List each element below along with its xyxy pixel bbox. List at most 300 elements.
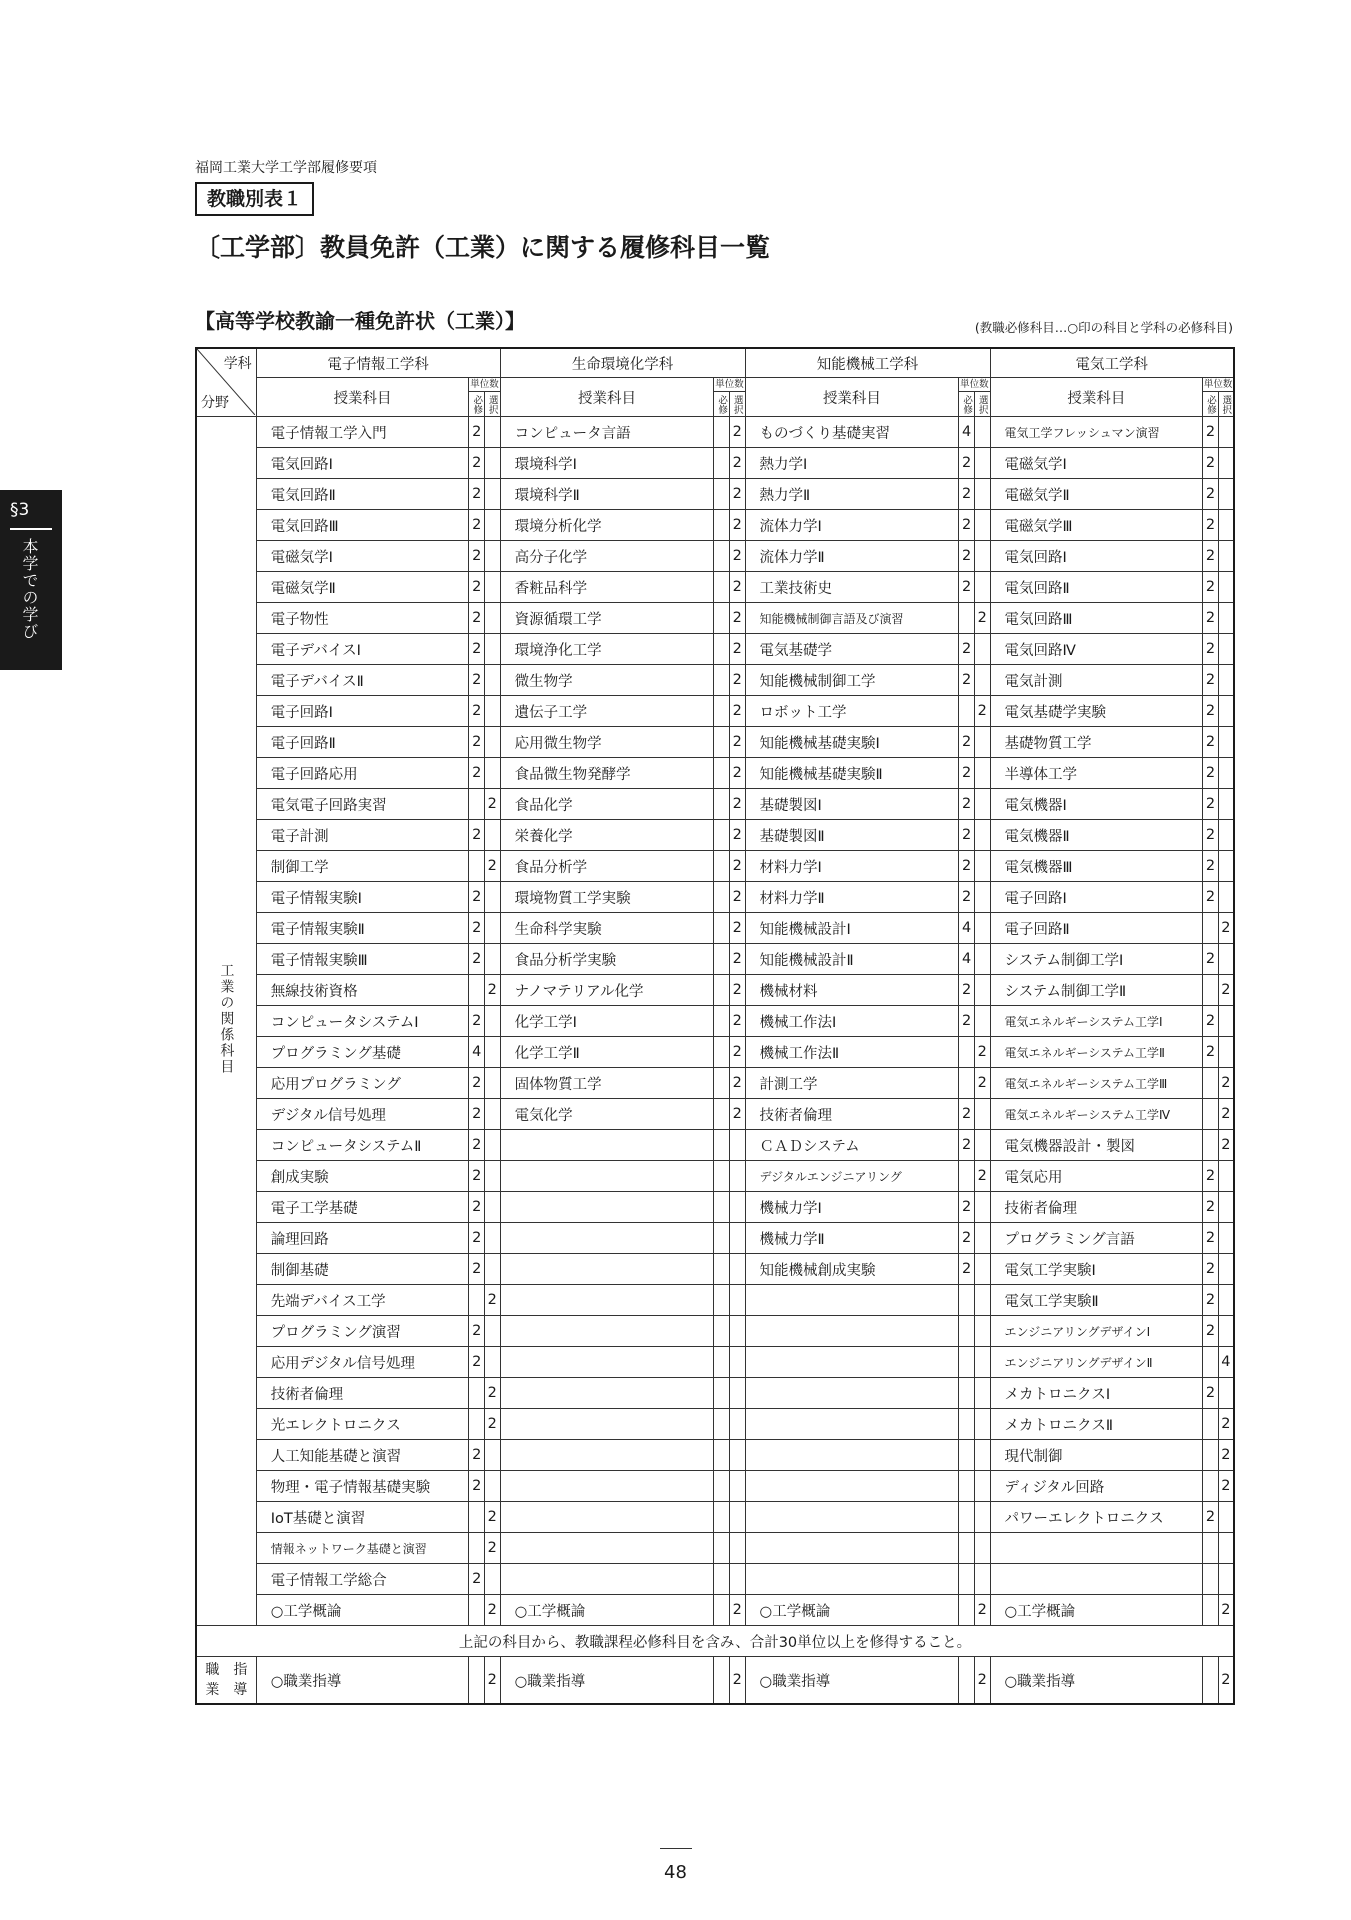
table-row	[196, 1006, 1234, 1037]
required-units-cell: 2	[1203, 603, 1219, 634]
elective-units-cell: 2	[1218, 975, 1234, 1006]
subject-cell: 電子計測	[256, 820, 469, 851]
subject-cell: プログラミング演習	[256, 1316, 469, 1347]
elective-units-cell	[485, 1130, 501, 1161]
required-units-cell: 2	[469, 944, 485, 975]
required-units-cell	[1203, 1471, 1219, 1502]
subject-cell: 環境分析化学	[500, 510, 714, 541]
table-row	[196, 975, 1234, 1006]
table-row	[196, 1130, 1234, 1161]
required-units-cell: 2	[469, 1564, 485, 1595]
elective-units-cell	[1218, 1254, 1234, 1285]
elective-units-cell: 4	[1218, 1347, 1234, 1378]
elective-units-cell	[729, 1285, 745, 1316]
subject-cell: 電子工学基礎	[256, 1192, 469, 1223]
elective-units-cell: 2	[1218, 1409, 1234, 1440]
subject-cell: 生命科学実験	[500, 913, 714, 944]
elective-units-cell	[729, 1378, 745, 1409]
required-units-cell	[959, 1068, 975, 1099]
elective-units-cell	[974, 913, 990, 944]
elective-units-cell: 2	[1218, 1099, 1234, 1130]
subject-cell: 機械力学Ⅰ	[745, 1192, 959, 1223]
subject-cell: 環境浄化工学	[500, 634, 714, 665]
required-units-cell: 2	[1203, 541, 1219, 572]
table-row	[196, 1316, 1234, 1347]
subject-cell: 知能機械制御工学	[745, 665, 959, 696]
subject-cell: 工業技術史	[745, 572, 959, 603]
required-units-cell: 2	[1203, 1161, 1219, 1192]
subject-col-header: 授業科目	[990, 378, 1203, 417]
subject-cell: プログラミング言語	[990, 1223, 1203, 1254]
required-units-cell	[714, 1223, 730, 1254]
table-row	[196, 1285, 1234, 1316]
subject-cell: 技術者倫理	[990, 1192, 1203, 1223]
elective-units-cell	[974, 665, 990, 696]
required-units-cell: 2	[469, 820, 485, 851]
table-row	[196, 913, 1234, 944]
elective-units-cell	[485, 1068, 501, 1099]
table-row	[196, 1099, 1234, 1130]
elective-units-cell: 2	[729, 944, 745, 975]
subject-cell: ○工学概論	[500, 1595, 714, 1626]
subject-cell: 電子情報実験Ⅱ	[256, 913, 469, 944]
subject-cell	[500, 1347, 714, 1378]
required-units-cell: 2	[1203, 510, 1219, 541]
subject-cell: ディジタル回路	[990, 1471, 1203, 1502]
section-side-tab	[0, 490, 62, 670]
elective-units-cell: 2	[1218, 1440, 1234, 1471]
subject-cell: 先端デバイス工学	[256, 1285, 469, 1316]
elective-units-cell: 2	[974, 1657, 990, 1705]
required-units-cell: 2	[469, 634, 485, 665]
elective-units-cell	[1218, 572, 1234, 603]
subject-cell: 電子デバイスⅡ	[256, 665, 469, 696]
elective-units-cell	[974, 1316, 990, 1347]
elective-units-cell	[485, 510, 501, 541]
elective-units-cell	[974, 820, 990, 851]
required-units-cell: 2	[1203, 665, 1219, 696]
required-units-cell: 2	[469, 1471, 485, 1502]
required-units-cell	[1203, 1347, 1219, 1378]
elective-units-cell	[729, 1254, 745, 1285]
elective-units-cell	[729, 1347, 745, 1378]
elective-units-cell: 2	[485, 975, 501, 1006]
elective-units-cell	[1218, 789, 1234, 820]
subject-cell: 技術者倫理	[256, 1378, 469, 1409]
subject-cell: デジタルエンジニアリング	[745, 1161, 959, 1192]
required-units-cell	[1203, 1440, 1219, 1471]
required-units-cell: 2	[469, 882, 485, 913]
subject-cell: 電子物性	[256, 603, 469, 634]
elective-units-cell	[1218, 665, 1234, 696]
required-units-cell	[714, 1006, 730, 1037]
subject-cell: 食品化学	[500, 789, 714, 820]
elective-units-cell: 2	[729, 448, 745, 479]
subject-cell: システム制御工学Ⅰ	[990, 944, 1203, 975]
table-row	[196, 448, 1234, 479]
required-units-cell	[714, 1409, 730, 1440]
required-units-cell	[714, 789, 730, 820]
required-units-cell: 2	[1203, 727, 1219, 758]
required-units-cell	[714, 603, 730, 634]
footnote: 上記の科目から、教職課程必修科目を含み、合計30単位以上を修得すること。	[196, 1626, 1234, 1657]
subject-cell: 物理・電子情報基礎実験	[256, 1471, 469, 1502]
table-row	[196, 1378, 1234, 1409]
subject-cell: エンジニアリングデザインⅠ	[990, 1316, 1203, 1347]
table-row	[196, 634, 1234, 665]
subject-cell: 電磁気学Ⅰ	[256, 541, 469, 572]
table-row	[196, 1068, 1234, 1099]
required-units-cell: 2	[469, 417, 485, 448]
required-units-cell	[959, 1595, 975, 1626]
elective-units-cell	[485, 603, 501, 634]
elective-units-cell	[974, 1564, 990, 1595]
required-col-header: 必修	[469, 392, 485, 417]
required-units-cell	[714, 1657, 730, 1705]
table-row	[196, 417, 1234, 448]
subject-cell	[500, 1130, 714, 1161]
required-units-cell: 2	[1203, 1192, 1219, 1223]
required-units-cell: 2	[469, 758, 485, 789]
required-units-cell	[469, 1378, 485, 1409]
unit-col-header: 単位数	[1203, 378, 1233, 390]
required-units-cell	[714, 1316, 730, 1347]
required-units-cell: 2	[1203, 789, 1219, 820]
elective-units-cell: 2	[1218, 1068, 1234, 1099]
subject-cell: 電気電子回路実習	[256, 789, 469, 820]
subject-cell: 基礎製図Ⅱ	[745, 820, 959, 851]
subject-cell: 高分子化学	[500, 541, 714, 572]
table-row	[196, 944, 1234, 975]
required-units-cell: 2	[959, 1223, 975, 1254]
elective-units-cell	[1218, 541, 1234, 572]
table-row	[196, 1595, 1234, 1626]
required-units-cell	[959, 603, 975, 634]
elective-units-cell: 2	[1218, 1657, 1234, 1705]
required-units-cell	[959, 1161, 975, 1192]
table-row	[196, 851, 1234, 882]
elective-units-cell	[974, 727, 990, 758]
footnote-row	[196, 1626, 1234, 1657]
required-units-cell	[959, 1471, 975, 1502]
subject-cell	[500, 1440, 714, 1471]
elective-units-cell	[1218, 1285, 1234, 1316]
required-units-cell: 2	[1203, 634, 1219, 665]
required-units-cell	[714, 1378, 730, 1409]
required-units-cell	[469, 789, 485, 820]
elective-units-cell: 2	[729, 696, 745, 727]
required-units-cell	[959, 1037, 975, 1068]
elective-units-cell	[729, 1223, 745, 1254]
required-units-cell	[714, 572, 730, 603]
subject-cell: 電子回路Ⅰ	[990, 882, 1203, 913]
elective-units-cell	[1218, 1316, 1234, 1347]
required-units-cell	[714, 727, 730, 758]
required-units-cell	[714, 1564, 730, 1595]
license-subtitle: 【高等学校教諭一種免許状（工業）】	[195, 309, 525, 333]
elective-units-cell	[974, 572, 990, 603]
required-units-cell: 4	[959, 417, 975, 448]
required-units-cell	[469, 1595, 485, 1626]
dept-header: 電子情報工学科	[256, 348, 500, 378]
elective-units-cell: 2	[729, 572, 745, 603]
subject-cell: 電磁気学Ⅰ	[990, 448, 1203, 479]
tab-divider	[10, 528, 52, 530]
required-units-cell: 2	[1203, 1006, 1219, 1037]
subject-cell: 食品微生物発酵学	[500, 758, 714, 789]
subject-col-header: 授業科目	[256, 378, 469, 417]
required-units-cell	[959, 1316, 975, 1347]
elective-units-cell: 2	[729, 820, 745, 851]
subject-cell	[500, 1471, 714, 1502]
elective-units-cell	[485, 944, 501, 975]
required-units-cell: 2	[959, 510, 975, 541]
elective-col-header: 選択	[974, 392, 990, 417]
subject-cell: 流体力学Ⅰ	[745, 510, 959, 541]
subject-cell: ○職業指導	[256, 1657, 469, 1705]
subject-cell: 無線技術資格	[256, 975, 469, 1006]
subject-cell: 機械材料	[745, 975, 959, 1006]
required-units-cell: 2	[1203, 851, 1219, 882]
subject-cell: 電気機器設計・製図	[990, 1130, 1203, 1161]
subject-cell	[500, 1223, 714, 1254]
required-units-cell	[714, 479, 730, 510]
elective-units-cell: 2	[974, 696, 990, 727]
elective-units-cell	[485, 634, 501, 665]
subject-cell: 化学工学Ⅱ	[500, 1037, 714, 1068]
elective-units-cell	[974, 789, 990, 820]
subject-cell: 電子デバイスⅠ	[256, 634, 469, 665]
elective-units-cell: 2	[729, 634, 745, 665]
required-units-cell	[714, 1037, 730, 1068]
elective-col-header: 選択	[485, 392, 501, 417]
elective-units-cell	[1218, 634, 1234, 665]
elective-units-cell: 2	[729, 1595, 745, 1626]
subject-cell	[745, 1533, 959, 1564]
subject-cell: エンジニアリングデザインⅡ	[990, 1347, 1203, 1378]
dept-header: 電気工学科	[990, 348, 1234, 378]
elective-units-cell	[729, 1564, 745, 1595]
subject-cell: 制御工学	[256, 851, 469, 882]
required-col-header: 必修	[959, 392, 975, 417]
course-table	[195, 347, 1235, 1705]
subject-cell: 電気工学フレッシュマン演習	[990, 417, 1203, 448]
elective-units-cell	[1218, 1192, 1234, 1223]
elective-units-cell	[729, 1502, 745, 1533]
page-title: 〔工学部〕教員免許（工業）に関する履修科目一覧	[195, 233, 771, 262]
elective-units-cell	[485, 1192, 501, 1223]
elective-units-cell: 2	[485, 1533, 501, 1564]
elective-units-cell	[485, 913, 501, 944]
subject-cell	[500, 1161, 714, 1192]
elective-units-cell	[974, 510, 990, 541]
required-units-cell	[1203, 1533, 1219, 1564]
subject-cell: 知能機械基礎実験Ⅰ	[745, 727, 959, 758]
elective-units-cell	[974, 1471, 990, 1502]
required-units-cell: 2	[469, 1347, 485, 1378]
elective-units-cell	[974, 1192, 990, 1223]
table-row	[196, 758, 1234, 789]
subject-cell: 機械工作法Ⅰ	[745, 1006, 959, 1037]
subject-cell	[500, 1564, 714, 1595]
elective-units-cell	[485, 572, 501, 603]
elective-units-cell	[974, 1409, 990, 1440]
required-units-cell: 2	[469, 665, 485, 696]
subject-cell: 環境科学Ⅱ	[500, 479, 714, 510]
subject-cell: 電気計測	[990, 665, 1203, 696]
subject-cell	[990, 1533, 1203, 1564]
required-units-cell: 2	[959, 882, 975, 913]
elective-units-cell: 2	[729, 882, 745, 913]
table-row	[196, 541, 1234, 572]
required-units-cell: 2	[1203, 944, 1219, 975]
required-units-cell	[959, 1285, 975, 1316]
subject-cell	[500, 1409, 714, 1440]
required-units-cell	[1203, 1595, 1219, 1626]
subject-cell	[745, 1409, 959, 1440]
elective-units-cell	[485, 417, 501, 448]
required-units-cell: 2	[1203, 882, 1219, 913]
elective-units-cell	[974, 1130, 990, 1161]
subject-cell: コンピュータシステムⅡ	[256, 1130, 469, 1161]
required-units-cell	[714, 1471, 730, 1502]
subject-cell: 熱力学Ⅱ	[745, 479, 959, 510]
required-units-cell: 2	[469, 1161, 485, 1192]
dept-header: 知能機械工学科	[745, 348, 990, 378]
table-row	[196, 727, 1234, 758]
table-row	[196, 1223, 1234, 1254]
elective-units-cell	[485, 758, 501, 789]
subject-cell: メカトロニクスⅡ	[990, 1409, 1203, 1440]
subject-cell: 電子回路Ⅰ	[256, 696, 469, 727]
elective-units-cell	[1218, 727, 1234, 758]
subject-cell: 電気回路Ⅲ	[990, 603, 1203, 634]
subject-cell	[500, 1316, 714, 1347]
subject-cell: コンピュータ言語	[500, 417, 714, 448]
required-units-cell	[714, 1161, 730, 1192]
required-units-cell: 2	[959, 1254, 975, 1285]
subject-cell: 知能機械基礎実験Ⅱ	[745, 758, 959, 789]
subject-cell: 材料力学Ⅱ	[745, 882, 959, 913]
required-units-cell: 2	[469, 913, 485, 944]
elective-units-cell	[1218, 1223, 1234, 1254]
elective-units-cell	[485, 479, 501, 510]
page-number-rule	[660, 1848, 692, 1849]
required-units-cell	[469, 1533, 485, 1564]
elective-units-cell	[485, 820, 501, 851]
required-units-cell: 2	[1203, 417, 1219, 448]
table-corner	[196, 348, 256, 417]
subject-cell: 電気工学実験Ⅱ	[990, 1285, 1203, 1316]
required-units-cell: 4	[959, 944, 975, 975]
required-units-cell: 2	[959, 634, 975, 665]
subject-cell: 電気エネルギーシステム工学Ⅱ	[990, 1037, 1203, 1068]
required-units-cell: 2	[959, 789, 975, 820]
required-units-cell	[714, 1192, 730, 1223]
subject-cell: 微生物学	[500, 665, 714, 696]
vocational-guidance-label	[196, 1657, 256, 1705]
category-label-text: 工業の関係科目	[218, 963, 235, 1075]
elective-units-cell	[974, 1006, 990, 1037]
subject-cell: 電気基礎学	[745, 634, 959, 665]
required-units-cell	[714, 1254, 730, 1285]
subject-cell	[745, 1347, 959, 1378]
required-units-cell	[714, 1347, 730, 1378]
elective-units-cell	[485, 1223, 501, 1254]
subject-cell: 知能機械設計Ⅰ	[745, 913, 959, 944]
required-units-cell: 2	[959, 1099, 975, 1130]
subject-cell: 論理回路	[256, 1223, 469, 1254]
required-units-cell	[714, 851, 730, 882]
required-units-cell	[1203, 975, 1219, 1006]
required-units-cell: 2	[959, 1192, 975, 1223]
subject-cell: 遺伝子工学	[500, 696, 714, 727]
subject-cell	[745, 1285, 959, 1316]
elective-units-cell	[1218, 851, 1234, 882]
subject-cell: ○職業指導	[745, 1657, 959, 1705]
elective-units-cell	[974, 448, 990, 479]
elective-units-cell: 2	[729, 758, 745, 789]
required-units-cell: 2	[469, 1099, 485, 1130]
required-units-cell	[1203, 1130, 1219, 1161]
subject-cell: 化学工学Ⅰ	[500, 1006, 714, 1037]
subject-cell: ナノマテリアル化学	[500, 975, 714, 1006]
elective-units-cell	[1218, 696, 1234, 727]
subject-cell: 流体力学Ⅱ	[745, 541, 959, 572]
subject-cell: 情報ネットワーク基礎と演習	[256, 1533, 469, 1564]
elective-units-cell	[974, 1099, 990, 1130]
subject-cell: コンピュータシステムⅠ	[256, 1006, 469, 1037]
elective-units-cell: 2	[485, 1502, 501, 1533]
section-number: §3	[10, 500, 30, 520]
table-row	[196, 1471, 1234, 1502]
required-units-cell: 2	[959, 727, 975, 758]
required-col-header: 必修	[714, 392, 730, 417]
elective-units-cell: 2	[485, 1595, 501, 1626]
subject-cell: 機械工作法Ⅱ	[745, 1037, 959, 1068]
elective-units-cell: 2	[485, 789, 501, 820]
subject-cell	[745, 1440, 959, 1471]
required-units-cell	[714, 1285, 730, 1316]
subject-cell: 電子情報実験Ⅰ	[256, 882, 469, 913]
subject-cell: 人工知能基礎と演習	[256, 1440, 469, 1471]
required-units-cell: 2	[959, 479, 975, 510]
elective-units-cell: 2	[729, 510, 745, 541]
elective-units-cell	[1218, 820, 1234, 851]
subject-cell	[745, 1564, 959, 1595]
subject-cell	[745, 1502, 959, 1533]
subject-cell	[745, 1378, 959, 1409]
table-row	[196, 665, 1234, 696]
table-row	[196, 510, 1234, 541]
subject-cell: 知能機械設計Ⅱ	[745, 944, 959, 975]
elective-units-cell: 2	[729, 665, 745, 696]
elective-units-cell	[974, 417, 990, 448]
table-row	[196, 1564, 1234, 1595]
elective-units-cell	[974, 541, 990, 572]
required-units-cell: 2	[469, 1192, 485, 1223]
unit-col-header: 単位数	[960, 378, 989, 390]
corner-field-label: 分野	[201, 395, 229, 411]
elective-units-cell	[485, 1347, 501, 1378]
elective-units-cell	[485, 696, 501, 727]
vocational-guidance-label-line: 業 導	[205, 1682, 248, 1698]
required-units-cell	[1203, 1099, 1219, 1130]
elective-units-cell: 2	[485, 1285, 501, 1316]
required-units-cell	[714, 665, 730, 696]
subject-cell	[500, 1502, 714, 1533]
subject-cell	[500, 1285, 714, 1316]
